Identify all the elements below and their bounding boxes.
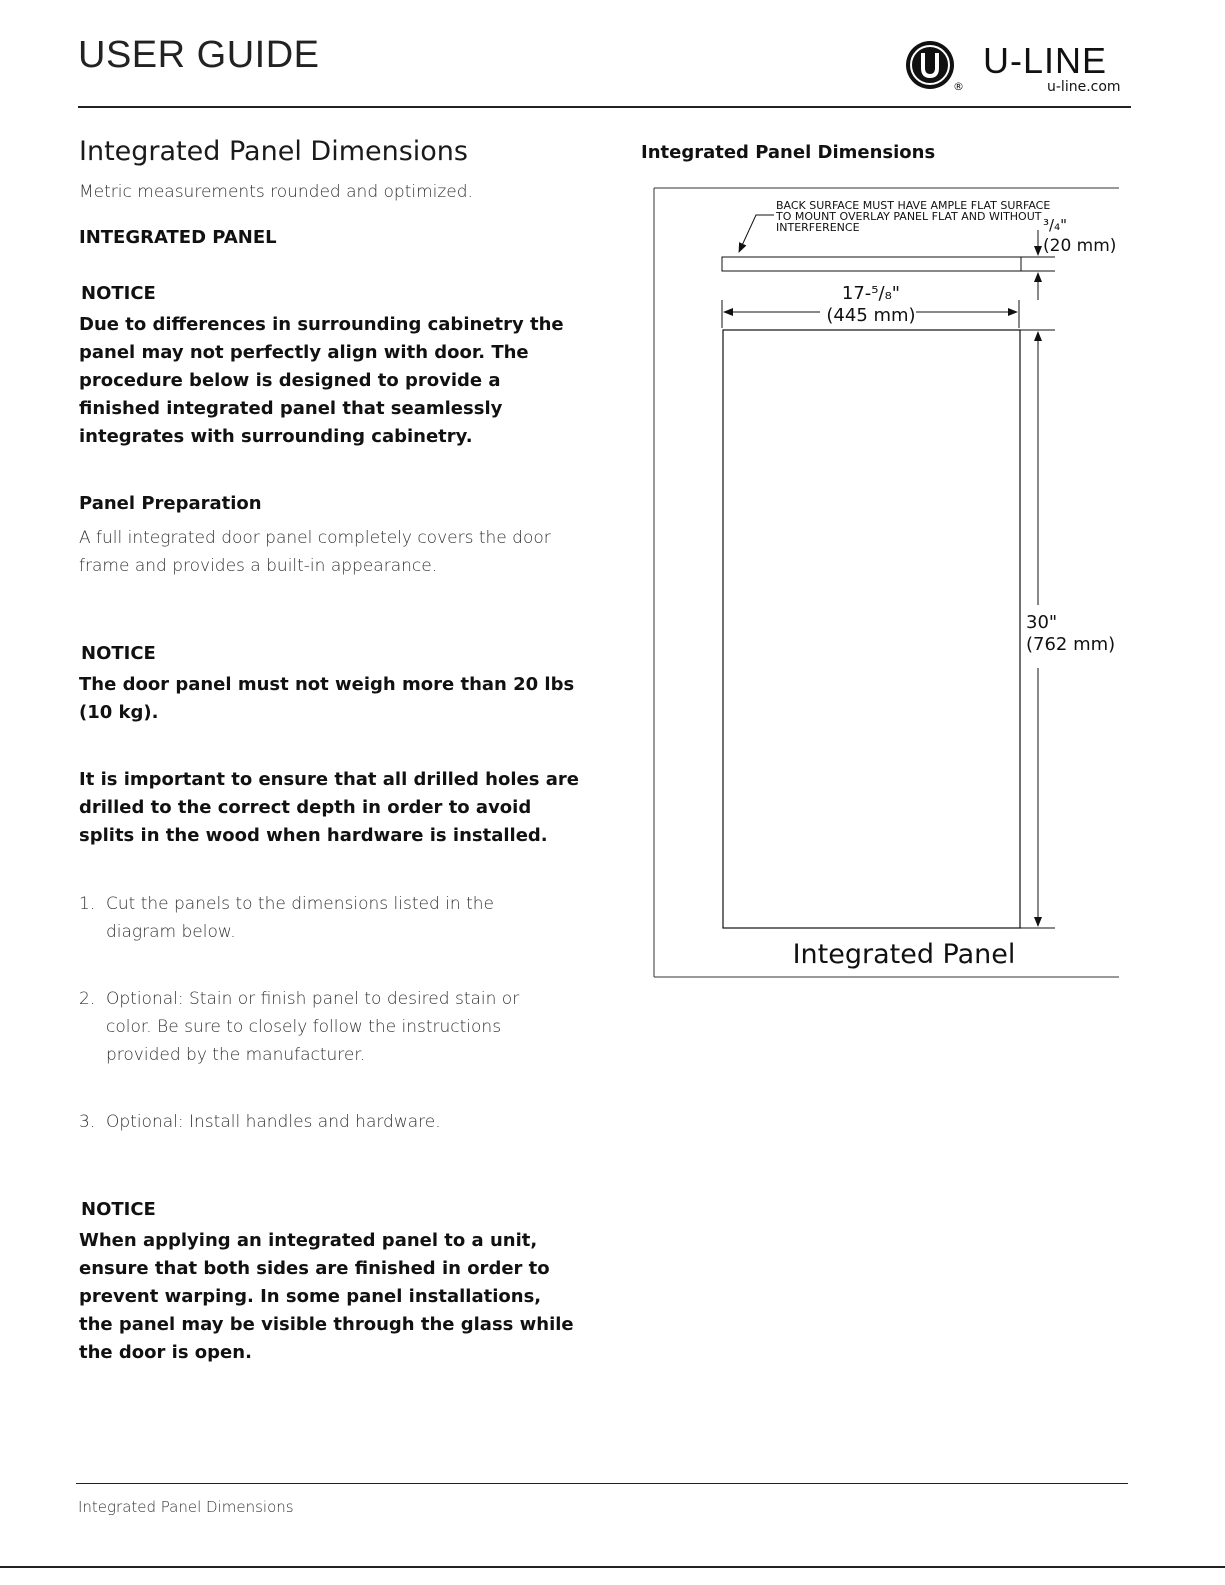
step-text: Cut the panels to the dimensions listed in the diagram below. [106, 894, 494, 942]
panel-preparation-text: A full integrated door panel completely covers the door frame and provides a built-in appearance. [79, 528, 551, 576]
callout-leader-arrow [739, 215, 774, 252]
step-3 [79, 1108, 574, 1136]
thickness-inches: ³/₄" [1043, 216, 1067, 234]
width-inches: 17-⁵/₈" [841, 283, 901, 304]
height-inches: 30" [1026, 612, 1058, 633]
step-text: Optional: Stain or finish panel to desired stain or color. Be sure to closely follow the instructions provided by the manufacturer. [106, 989, 520, 1065]
footer-divider [76, 1483, 1128, 1484]
panel-front-view [723, 330, 1020, 928]
page-bottom-edge [0, 1566, 1225, 1568]
panel-preparation-heading: Panel Preparation [79, 493, 262, 514]
brand-url: u-line.com [1047, 79, 1121, 95]
notice-text-1: Due to differences in surrounding cabinetry the panel may not perfectly align with door. The procedure below is designed to provide a finished integrated panel that seamlessly integrates with surrounding cabinetry. [79, 314, 564, 447]
notice-text-3: When applying an integrated panel to a unit, ensure that both sides are finished in order to prevent warping. In some panel installations, the panel may be visible through the glass while the door is open. [79, 1230, 574, 1363]
notice-text-2: The door panel must not weigh more than 20 lbs (10 kg). [79, 674, 575, 723]
step-number: 1. [79, 894, 96, 914]
callout-line-1: BACK SURFACE MUST HAVE AMPLE FLAT SURFACE [776, 199, 1051, 212]
important-text: It is important to ensure that all drilled holes are drilled to the correct depth in order to avoid splits in the wood when hardware is installed. [79, 769, 579, 846]
panel-edge-view [722, 257, 1021, 271]
footer-text: Integrated Panel Dimensions [78, 1498, 294, 1516]
step-number: 2. [79, 989, 96, 1009]
page-header-title: USER GUIDE [78, 34, 320, 76]
registered-mark: ® [953, 80, 964, 93]
notice-label-3: NOTICE [81, 1199, 156, 1220]
integrated-panel-heading: INTEGRATED PANEL [79, 227, 277, 248]
step-number: 3. [79, 1112, 96, 1132]
step-text: Optional: Install handles and hardware. [106, 1112, 441, 1132]
notice-label-1: NOTICE [81, 283, 156, 304]
section-subtitle: Metric measurements rounded and optimized. [79, 182, 473, 202]
callout-line-3: INTERFERENCE [776, 221, 860, 234]
panel-label: Integrated Panel [792, 939, 1016, 970]
brand-wordmark: U-LINE [983, 40, 1108, 81]
height-mm: (762 mm) [1026, 634, 1116, 655]
notice-label-2: NOTICE [81, 643, 156, 664]
width-mm: (445 mm) [826, 305, 916, 326]
diagram-title: Integrated Panel Dimensions [641, 142, 936, 163]
callout-line-2: TO MOUNT OVERLAY PANEL FLAT AND WITHOUT [776, 210, 1042, 223]
thickness-mm: (20 mm) [1043, 236, 1117, 256]
section-title: Integrated Panel Dimensions [79, 136, 468, 167]
